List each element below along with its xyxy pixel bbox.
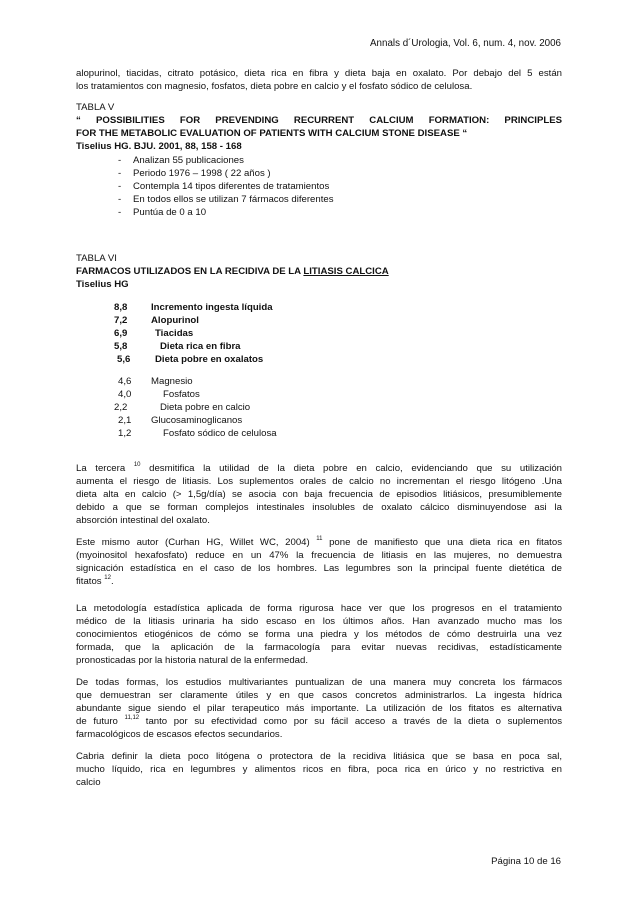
text-run: de futuro	[76, 716, 118, 727]
drug-name: Glucosaminoglicanos	[151, 415, 243, 426]
paragraph-4-line-5: farmacológicos de escasos efectos secundarios.	[76, 729, 283, 740]
tabla5-title-line-1: “ POSSIBILITIES FOR PREVENDING RECURRENT CALCIUM FORMATION: PRINCIPLES	[76, 115, 562, 126]
paragraph-3-line-3: conocimientos etiogénicos de cómo se forma una piedra y los métodos de cómo destruirla una vez	[76, 629, 562, 640]
tabla6-author: Tiselius HG	[76, 279, 129, 290]
tabla6-title-underlined: LITIASIS CALCICA	[303, 266, 389, 277]
bullet-text: Puntúa de 0 a 10	[133, 207, 207, 218]
text-run: desmitifica la utilidad de la dieta pobre en calcio, evidenciando que su utilización	[149, 463, 563, 474]
text-run: Este mismo autor (Curhan HG, Willet WC, 2004)	[76, 537, 310, 548]
tabla6-title	[76, 266, 562, 279]
paragraph-5-line-1: Cabria definir la dieta poco litógena o protectora de la recidiva litiásica que se basa en poca sal,	[76, 751, 562, 762]
bullet-text: Analizan 55 publicaciones	[133, 155, 244, 166]
intro-line-1: alopurinol, tiacidas, citrato potásico, dieta rica en fibra y dieta baja en oxalato. Por debajo del 5 están	[76, 68, 562, 79]
paragraph-5-line-3: calcio	[76, 777, 101, 788]
tabla5-label: TABLA V	[76, 102, 115, 113]
paragraph-2-line-2: (myoinositol hexafosfato) reduce en un 47% la frecuencia de litiasis en las mujeres, no demuestra	[76, 550, 562, 561]
reference-superscript: 12	[104, 575, 111, 581]
drug-name: Magnesio	[151, 376, 193, 387]
paragraph-2-line-4	[76, 576, 562, 589]
bullet-text: Periodo 1976 – 1998 ( 22 años )	[133, 168, 271, 179]
text-run: tanto por su efectividad como por su fácil acceso a través de la dieta o suplementos	[145, 716, 563, 727]
drug-name: Alopurinol	[151, 315, 199, 326]
score: 2,1	[118, 415, 132, 426]
tabla5-citation: Tiselius HG. BJU. 2001, 88, 158 - 168	[76, 141, 242, 152]
running-header: Annals d´Urologia, Vol. 6, num. 4, nov. 2006	[370, 38, 561, 49]
paragraph-5-line-2: mucho líquido, rica en legumbres y alimentos ricos en fibra, poca rica en úrico y no restrictiva en	[76, 764, 562, 775]
paragraph-4-line-2: que demuestran ser claramente útiles y en que casos concretos administrarlos. La ingesta hídrica	[76, 690, 562, 701]
paragraph-4-line-1: De todas formas, los estudios multivariantes puntualizan de una manera muy concreta los fármacos	[76, 677, 562, 688]
text-run: .	[110, 576, 114, 587]
text-run: La tercera	[76, 463, 126, 474]
paragraph-3-line-4: formada, que la aplicación de la farmacología para evitar nuevas recidivas, estadísticamente	[76, 642, 562, 653]
paragraph-4-line-3: abundante sigue siendo el pilar terapeutico más importante. La utilización de los fitatos es alternativa	[76, 703, 562, 714]
score: 1,2	[118, 428, 132, 439]
score: 4,6	[118, 376, 132, 387]
paragraph-1-line-2: aumenta el riesgo de litiasis. Los suplementos orales de calcio no incrementan el riesgo litógeno .Una	[76, 476, 562, 487]
drug-name: Fosfatos	[163, 389, 200, 400]
drug-name: Incremento ingesta líquida	[151, 302, 273, 313]
score: 2,2	[114, 402, 128, 413]
score: 5,6	[117, 354, 131, 365]
tabla5-title-line-2: FOR THE METABOLIC EVALUATION OF PATIENTS WITH CALCIUM STONE DISEASE “	[76, 128, 468, 139]
bullet-marker: -	[118, 181, 122, 192]
drug-name: Tiacidas	[155, 328, 194, 339]
drug-name: Dieta pobre en calcio	[160, 402, 251, 413]
bullet-text: En todos ellos se utilizan 7 fármacos diferentes	[133, 194, 334, 205]
text-run: fitatos	[76, 576, 102, 587]
paragraph-1-line-3: dieta alta en calcio (> 1,5g/día) se asocia con baja frecuencia de episodios litiásicos, presumiblemente	[76, 489, 562, 500]
paragraph-3-line-2: médico de la litiasis urinaria ha sido escaso en los últimos años. Han avanzado mucho mas los	[76, 616, 562, 627]
score: 6,9	[114, 328, 128, 339]
tabla6-label: TABLA VI	[76, 253, 117, 264]
reference-superscript: 11,12	[124, 715, 140, 721]
paragraph-3-line-1: La metodología estadística aplicada de forma rigurosa hace ver que los progresos en el tratamiento	[76, 603, 562, 614]
paragraph-1-line-1	[76, 463, 562, 476]
score: 8,8	[114, 302, 128, 313]
drug-name: Dieta pobre en oxalatos	[155, 354, 264, 365]
tabla6-title-prefix: FARMACOS UTILIZADOS EN LA RECIDIVA DE LA	[76, 266, 304, 277]
intro-line-2: los tratamientos con magnesio, fosfatos, dieta pobre en calcio y el fosfato sódico de celulosa.	[76, 81, 473, 92]
score: 5,8	[114, 341, 128, 352]
reference-superscript: 11	[316, 536, 323, 542]
score: 7,2	[114, 315, 128, 326]
paragraph-2-line-1	[76, 537, 562, 550]
bullet-text: Contempla 14 tipos diferentes de tratamientos	[133, 181, 330, 192]
drug-name: Fosfato sódico de celulosa	[163, 428, 277, 439]
paragraph-2-line-3: signicación estadística en el caso de los hombres. Las legumbres son la principal fuente dietética de	[76, 563, 562, 574]
drug-name: Dieta rica en fibra	[160, 341, 241, 352]
score: 4,0	[118, 389, 132, 400]
page-number: Página 10 de 16	[491, 856, 561, 867]
bullet-marker: -	[118, 168, 122, 179]
bullet-marker: -	[118, 207, 122, 218]
text-run: pone de manifiesto que una dieta rica en fitatos	[329, 537, 562, 548]
paragraph-3-line-5: pronosticadas por la historia natural de la enfermedad.	[76, 655, 308, 666]
paragraph-1-line-4: debido a que se forman complejos intestinales insolubles de oxalato cálcico disminuyendose asi la	[76, 502, 562, 513]
paragraph-4-line-4	[76, 716, 562, 729]
bullet-marker: -	[118, 194, 122, 205]
bullet-marker: -	[118, 155, 122, 166]
paragraph-1-line-5: absorción intestinal del oxalato.	[76, 515, 210, 526]
reference-superscript: 10	[133, 462, 141, 468]
